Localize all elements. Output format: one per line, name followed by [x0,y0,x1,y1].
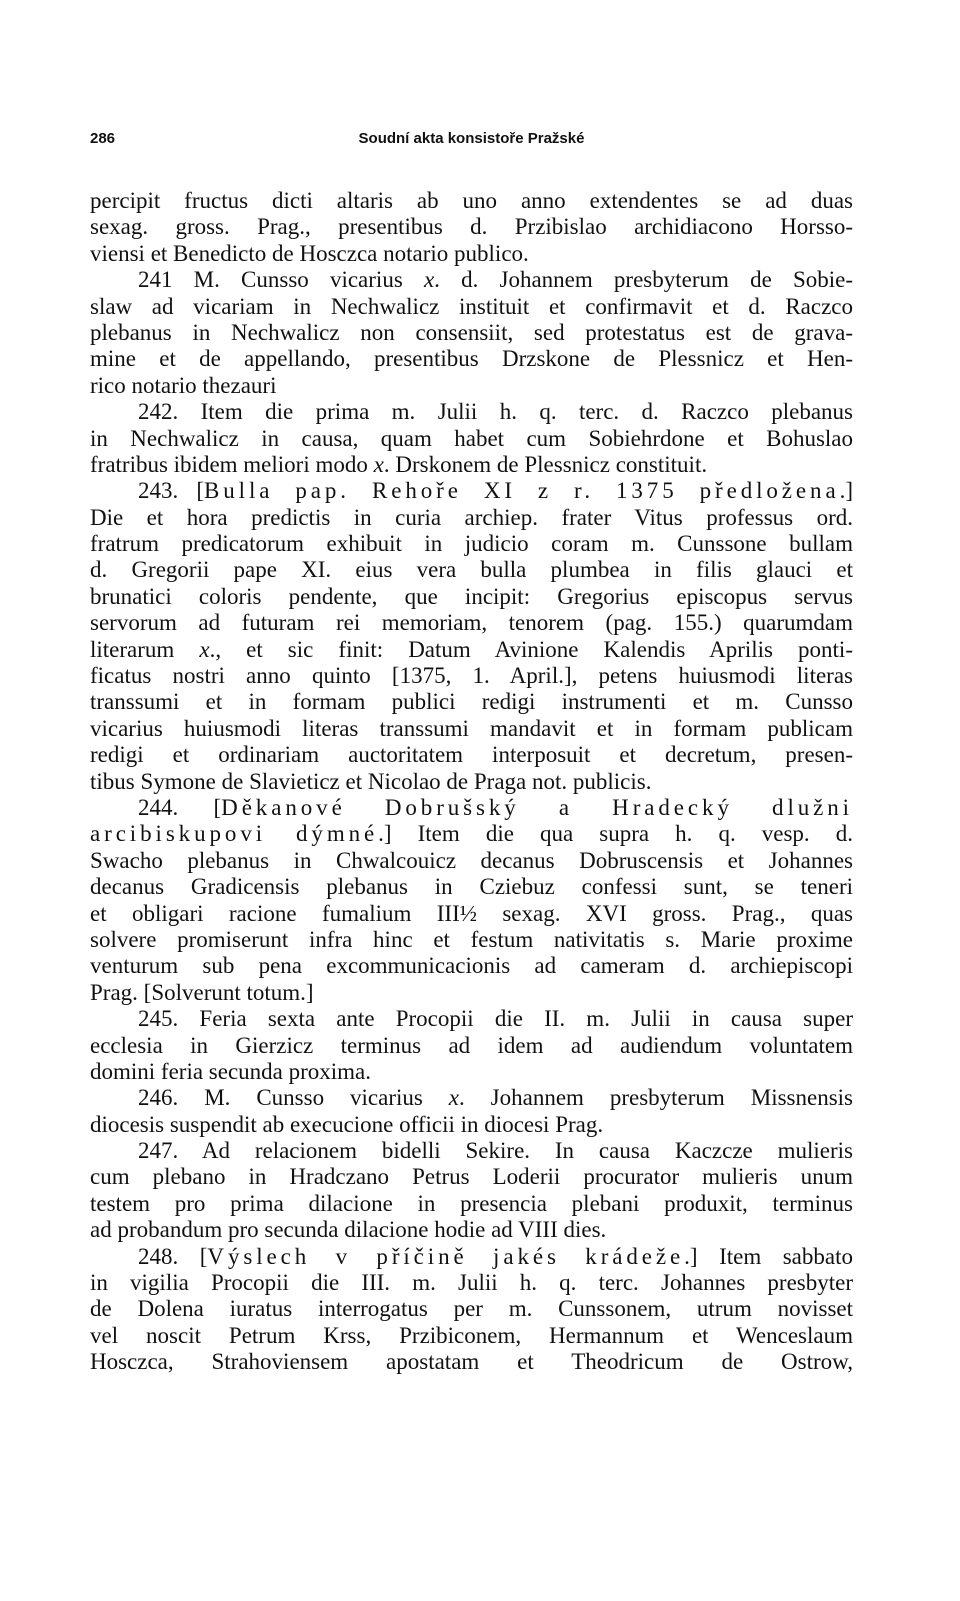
text-line [90,1006,853,1032]
text-line [90,399,853,425]
text-segment: percipit fructus dicti altaris ab uno anno extendentes se ad duas [90,188,853,213]
text-segment: in Nechwalicz in causa, quam habet cum Sobiehrdone et Bohuslao [90,425,853,451]
text-segment: vel noscit Petrum Krss, Przibiconem, Hermannum et Wenceslaum [90,1322,853,1348]
text-line [90,478,853,504]
text-line [90,716,853,742]
text-segment: ecclesia in Gierzicz terminus ad idem ad audiendum voluntatem [90,1032,853,1058]
text-line [90,557,853,583]
text-line [90,1244,853,1270]
body-text [90,188,853,1376]
text-segment: 244. [ [138,794,222,820]
italic-abbrev: x [448,1085,459,1111]
text-segment: 248. [ [138,1243,208,1269]
text-segment: tibus Symone de Slavieticz et Nicolao de Praga not. publicis. [90,768,652,794]
text-segment: 243. [ [138,478,204,504]
text-line [90,505,853,531]
text-segment: solvere promiserunt infra hinc et festum nativitatis s. Marie proxime [90,926,853,952]
text-line [90,373,853,399]
text-line [90,637,853,663]
text-segment: . Drskonem de Plessnicz constituit. [383,451,708,477]
text-segment: brunatici coloris pendente, que incipit: Gregorius episcopus servus [90,583,853,609]
text-segment: et obligari racione fumalium III½ sexag. XVI gross. Prag., quas [90,900,853,926]
text-line [90,346,853,372]
text-line [90,610,853,636]
text-segment: 245. Feria sexta ante Procopii die II. m. Julii in causa super [138,1006,853,1032]
spaced-heading: arcibiskupovi dýmné [90,821,379,847]
text-line [90,795,853,821]
text-line [90,1138,853,1164]
text-segment: cum plebano in Hradczano Petrus Loderii procurator mulieris unum [90,1164,853,1190]
running-title: Soudní akta konsistoře Pražské [358,130,585,147]
text-line [90,294,853,320]
text-segment: .] Item die qua supra h. q. vesp. d. [378,821,853,847]
text-line [90,1217,853,1243]
text-line [90,1296,853,1322]
text-segment: rico notario thezauri [90,372,277,398]
text-line [90,1349,853,1375]
text-segment: transsumi et in formam publici redigi instrumenti et m. Cunsso [90,689,853,715]
text-segment: testem pro prima dilacione in presencia plebani produxit, terminus [90,1190,853,1216]
text-segment: sexag. gross. Prag., presentibus d. Przibislao archidiacono Horsso- [90,214,853,240]
page-number: 286 [90,130,116,147]
text-segment: 246. M. Cunsso vicarius [138,1085,449,1111]
text-line [90,927,853,953]
text-segment: plebanus in Nechwalicz non consensiit, sed protestatus est de grava- [90,319,853,345]
text-segment: slaw ad vicariam in Nechwalicz instituit et confirmavit et d. Raczco [90,293,853,319]
text-segment: d. Gregorii pape XI. eius vera bulla plumbea in filis glauci et [90,557,853,583]
running-header [90,130,853,152]
text-segment: Die et hora predictis in curia archiep. frater Vitus professus ord. [90,504,853,530]
text-line [90,1191,853,1217]
text-line [90,848,853,874]
text-segment: . Johannem presbyterum Missnensis [458,1085,853,1111]
text-line [90,742,853,768]
text-line [90,426,853,452]
text-line [90,821,853,847]
text-line [90,953,853,979]
text-line [90,874,853,900]
text-line [90,188,853,214]
spaced-heading: Výslech v příčině jakés krádeže [207,1243,685,1269]
text-segment: .] Item sabbato [684,1243,853,1269]
text-line [90,241,853,267]
text-line [90,1164,853,1190]
text-segment: servorum ad futuram rei memoriam, tenorem (pag. 155.) quarumdam [90,610,853,636]
text-segment: Prag. [Solverunt totum.] [90,979,314,1005]
text-segment: literarum [90,636,200,662]
text-segment: decanus Gradicensis plebanus in Cziebuz confessi sunt, se teneri [90,874,853,900]
text-line [90,267,853,293]
text-segment: fratrum predicatorum exhibuit in judicio coram m. Cunssone bullam [90,531,853,557]
text-line [90,769,853,795]
text-line [90,584,853,610]
text-segment: .] [839,478,853,504]
italic-abbrev: x [373,451,384,477]
text-segment: ficatus nostri anno quinto [1375, 1. April.], petens huiusmodi literas [90,663,853,689]
text-segment: domini feria secunda proxima. [90,1058,372,1084]
text-line [90,1323,853,1349]
text-segment: diocesis suspendit ab execucione officii in diocesi Prag. [90,1111,604,1137]
italic-abbrev: x [199,636,210,662]
text-line [90,980,853,1006]
italic-abbrev: x [423,267,435,293]
text-segment: 247. Ad relacionem bidelli Sekire. In causa Kaczcze mulieris [138,1138,853,1164]
text-segment: fratribus ibidem meliori modo [90,451,374,477]
text-segment: in vigilia Procopii die III. m. Julii h. q. terc. Johannes presbyter [90,1270,853,1296]
text-line [90,901,853,927]
spaced-heading: Bulla pap. Rehoře XI z r. 1375 předložena [204,478,840,504]
text-segment: redigi et ordinariam auctoritatem interposuit et decretum, presen- [90,742,853,768]
text-line [90,689,853,715]
text-segment: 241 M. Cunsso vicarius [138,267,424,293]
text-segment: vicarius huiusmodi literas transsumi mandavit et in formam publicam [90,715,853,741]
text-line [90,1059,853,1085]
spaced-heading: Děkanové Dobrušský a Hradecký dlužni [221,794,853,820]
text-line [90,1270,853,1296]
text-segment: venturum sub pena excommunicacionis ad cameram d. archiepiscopi [90,953,853,979]
text-segment: de Dolena iuratus interrogatus per m. Cunssonem, utrum novisset [90,1296,853,1322]
text-segment: Hosczca, Strahoviensem apostatam et Theodricum de Ostrow, [90,1349,853,1375]
text-line [90,320,853,346]
text-segment: mine et de appellando, presentibus Drzskone de Plessnicz et Hen- [90,346,853,372]
text-segment: ad probandum pro secunda dilacione hodie ad VIII dies. [90,1217,607,1243]
text-line [90,214,853,240]
text-line [90,531,853,557]
text-segment: viensi et Benedicto de Hosczca notario publico. [90,240,529,266]
text-line [90,452,853,478]
text-line [90,1033,853,1059]
text-segment: ., et sic finit: Datum Avinione Kalendis Aprilis ponti- [209,636,853,662]
text-line [90,1085,853,1111]
text-segment: 242. Item die prima m. Julii h. q. terc. d. Raczco plebanus [138,399,853,425]
text-segment: Swacho plebanus in Chwalcouicz decanus Dobruscensis et Johannes [90,847,853,873]
text-line [90,663,853,689]
text-line [90,1112,853,1138]
text-segment: . d. Johannem presbyterum de Sobie- [434,267,853,293]
